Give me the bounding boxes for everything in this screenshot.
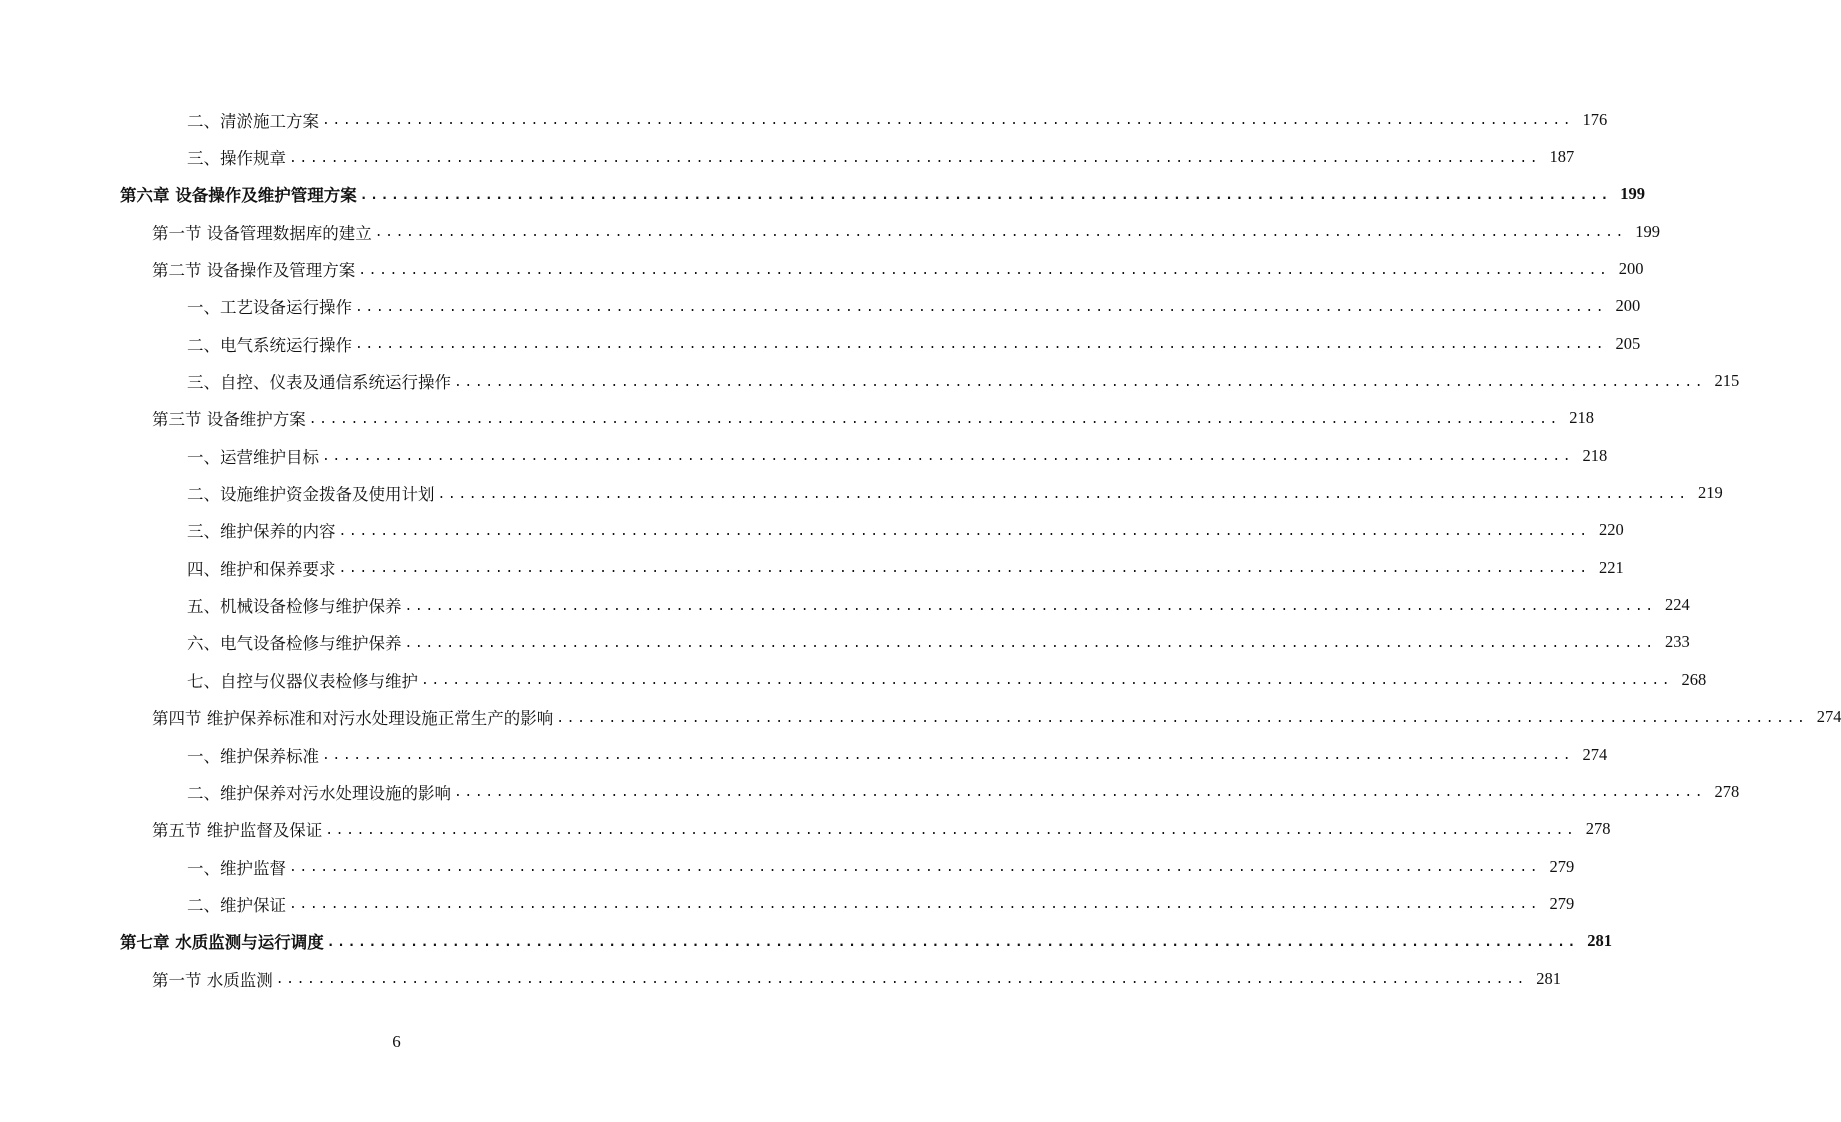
toc-entry-title: 第四节 维护保养标准和对污水处理设施正常生产的影响 <box>152 709 554 729</box>
dot-leader: ........................................................................................................................ <box>454 785 1706 801</box>
toc-entry-page: 279 <box>1549 893 1575 913</box>
dot-leader: ........................................................................................................................ <box>338 561 1590 577</box>
toc-entry-title: 二、维护保养对污水处理设施的影响 <box>187 783 451 803</box>
toc-entry-title: 第七章 水质监测与运行调度 <box>120 933 324 953</box>
toc-entry-section[interactable] <box>0 400 1594 437</box>
toc-entry-title: 一、维护监督 <box>187 858 286 878</box>
toc-entry-item[interactable] <box>0 512 1624 549</box>
toc-entry-item[interactable] <box>0 549 1624 586</box>
dot-leader: ........................................................................................................................ <box>338 523 1590 539</box>
toc-entry-item[interactable] <box>0 661 1707 698</box>
toc-entry-page: 200 <box>1615 296 1641 316</box>
toc-entry-page: 200 <box>1618 259 1644 279</box>
toc-entry-section[interactable] <box>0 960 1561 997</box>
dot-leader: ........................................................................................................................ <box>404 598 1656 614</box>
dot-leader: ........................................................................................................................ <box>359 187 1611 203</box>
toc-entry-page: 218 <box>1582 445 1608 465</box>
toc-entry-page: 205 <box>1615 333 1641 353</box>
toc-entry-page: 215 <box>1714 371 1740 391</box>
toc-entry-section[interactable] <box>0 699 1841 736</box>
toc-entry-item[interactable] <box>0 773 1740 810</box>
toc-entry-title: 六、电气设备检修与维护保养 <box>187 634 402 654</box>
dot-leader: ........................................................................................................................ <box>355 299 1607 315</box>
toc-entry-title: 二、清淤施工方案 <box>187 111 319 131</box>
dot-leader: ........................................................................................................................ <box>289 150 1541 166</box>
toc-entry-title: 第一节 水质监测 <box>152 970 273 990</box>
toc-entry-title: 二、维护保证 <box>187 895 286 915</box>
toc-entry-title: 第二节 设备操作及管理方案 <box>152 261 356 281</box>
toc-entry-page: 224 <box>1664 595 1690 615</box>
toc-entry-page: 176 <box>1582 109 1608 129</box>
dot-leader: ........................................................................................................................ <box>322 113 1574 129</box>
dot-leader: ........................................................................................................................ <box>322 449 1574 465</box>
toc-entry-page: 281 <box>1587 931 1612 951</box>
dot-leader: ........................................................................................................................ <box>421 673 1673 689</box>
toc-entry-title: 二、设施维护资金拨备及使用计划 <box>187 485 435 505</box>
toc-entry-page: 279 <box>1549 856 1575 876</box>
toc-entry-page: 220 <box>1598 520 1624 540</box>
toc-entry-item[interactable] <box>0 138 1575 175</box>
toc-entry-item[interactable] <box>0 101 1608 138</box>
toc-entry-page: 274 <box>1816 707 1841 727</box>
dot-leader: ........................................................................................................................ <box>404 635 1656 651</box>
dot-leader: ........................................................................................................................ <box>556 710 1808 726</box>
toc-entry-title: 第一节 设备管理数据库的建立 <box>152 223 372 243</box>
toc-entry-page: 233 <box>1664 632 1690 652</box>
toc-entry-title: 四、维护和保养要求 <box>187 559 336 579</box>
dot-leader: ........................................................................................................................ <box>275 972 1527 988</box>
toc-entry-title: 第五节 维护监督及保证 <box>152 821 323 841</box>
toc-entry-section[interactable] <box>0 250 1644 287</box>
toc-entry-item[interactable] <box>0 848 1575 885</box>
table-of-contents <box>0 101 1841 997</box>
toc-entry-page: 278 <box>1714 781 1740 801</box>
toc-entry-title: 三、自控、仪表及通信系统运行操作 <box>187 373 451 393</box>
dot-leader: ........................................................................................................................ <box>374 225 1626 241</box>
toc-entry-title: 三、维护保养的内容 <box>187 522 336 542</box>
toc-entry-page: 199 <box>1635 221 1660 241</box>
toc-entry-page: 281 <box>1536 968 1561 988</box>
toc-entry-page: 187 <box>1549 147 1575 167</box>
dot-leader: ........................................................................................................................ <box>322 748 1574 764</box>
toc-entry-title: 一、工艺设备运行操作 <box>187 298 352 318</box>
dot-leader: ........................................................................................................................ <box>358 262 1610 278</box>
toc-entry-chapter[interactable] <box>0 923 1612 960</box>
page-number: 6 <box>392 1032 401 1051</box>
toc-entry-page: 199 <box>1620 184 1645 204</box>
dot-leader: ........................................................................................................................ <box>308 411 1560 427</box>
toc-entry-item[interactable] <box>0 624 1690 661</box>
toc-entry-title: 三、操作规章 <box>187 149 286 169</box>
dot-leader: ........................................................................................................................ <box>454 374 1706 390</box>
dot-leader: ........................................................................................................................ <box>437 486 1689 502</box>
toc-entry-page: 219 <box>1697 483 1723 503</box>
toc-entry-page: 218 <box>1569 408 1594 428</box>
toc-entry-title: 一、运营维护目标 <box>187 447 319 467</box>
toc-entry-title: 七、自控与仪器仪表检修与维护 <box>187 671 418 691</box>
toc-entry-item[interactable] <box>0 586 1690 623</box>
toc-entry-page: 274 <box>1582 744 1608 764</box>
toc-entry-item[interactable] <box>0 325 1641 362</box>
toc-entry-item[interactable] <box>0 474 1723 511</box>
toc-entry-title: 第三节 设备维护方案 <box>152 410 306 430</box>
dot-leader: ........................................................................................................................ <box>289 860 1541 876</box>
dot-leader: ........................................................................................................................ <box>355 337 1607 353</box>
toc-entry-page: 221 <box>1598 557 1624 577</box>
toc-entry-chapter[interactable] <box>0 176 1645 213</box>
toc-entry-title: 二、电气系统运行操作 <box>187 335 352 355</box>
dot-leader: ........................................................................................................................ <box>289 897 1541 913</box>
toc-entry-page: 278 <box>1585 819 1611 839</box>
toc-entry-title: 五、机械设备检修与维护保养 <box>187 597 402 617</box>
toc-entry-item[interactable] <box>0 437 1608 474</box>
toc-entry-section[interactable] <box>0 213 1660 250</box>
toc-entry-item[interactable] <box>0 885 1575 922</box>
dot-leader: ........................................................................................................................ <box>325 822 1577 838</box>
toc-entry-item[interactable] <box>0 736 1608 773</box>
toc-entry-title: 一、维护保养标准 <box>187 746 319 766</box>
toc-entry-title: 第六章 设备操作及维护管理方案 <box>120 186 357 206</box>
toc-entry-section[interactable] <box>0 811 1611 848</box>
toc-entry-item[interactable] <box>0 362 1740 399</box>
toc-entry-item[interactable] <box>0 288 1641 325</box>
toc-entry-page: 268 <box>1681 669 1707 689</box>
dot-leader: ........................................................................................................................ <box>326 934 1578 950</box>
